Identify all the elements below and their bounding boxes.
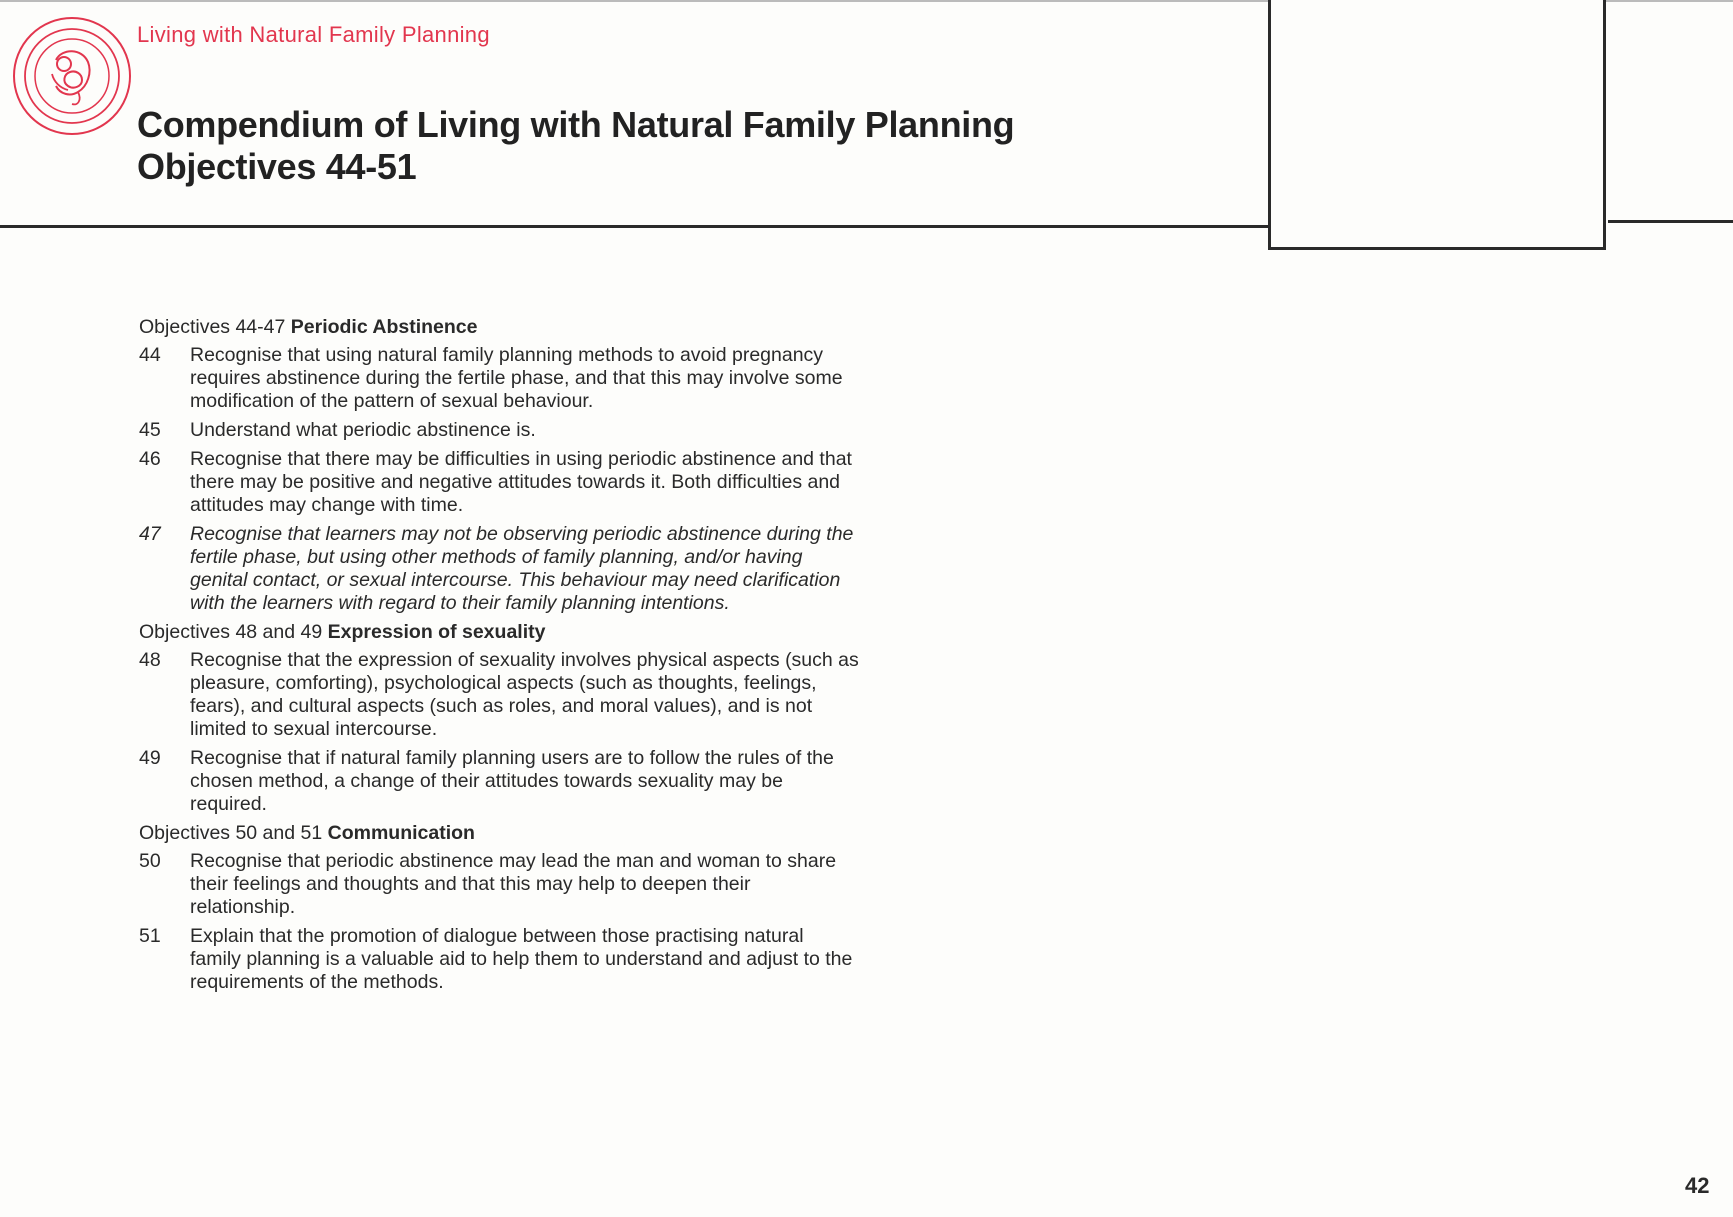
section-heading — [139, 316, 859, 339]
objective-number: 45 — [139, 419, 161, 441]
objective-item — [139, 850, 859, 919]
objective-text: Recognise that if natural family planning users are to follow the rules of the chosen method, a change of their attitudes towards sexuality may be required. — [190, 747, 834, 815]
header-rule-right — [1608, 220, 1733, 223]
series-title: Living with Natural Family Planning — [137, 22, 490, 47]
objective-item — [139, 649, 859, 741]
header-rule-left — [0, 225, 1270, 228]
page-title-line-1: Compendium of Living with Natural Family Planning — [137, 104, 1015, 145]
section-prefix: Objectives 50 and 51 — [139, 822, 323, 844]
section-title: Communication — [327, 822, 475, 844]
header-tab-box — [1268, 0, 1606, 250]
objective-item — [139, 448, 859, 517]
section-prefix: Objectives 44-47 — [139, 316, 286, 338]
page-number: 42 — [1685, 1173, 1710, 1198]
page-title-line-2: Objectives 44-51 — [137, 146, 417, 187]
mother-and-baby-emblem-icon — [12, 16, 132, 136]
objective-item — [139, 925, 859, 994]
section-title: Expression of sexuality — [327, 621, 546, 643]
page-title — [137, 104, 1014, 188]
objective-number: 46 — [139, 448, 161, 470]
section-heading — [139, 621, 859, 644]
objective-item — [139, 523, 859, 615]
section-periodic-abstinence — [139, 316, 859, 615]
objective-item — [139, 344, 859, 413]
objective-number: 50 — [139, 850, 161, 872]
objective-text: Recognise that the expression of sexuality involves physical aspects (such as pleasure, comforting), psychological aspects (such as thoughts, feelings, fears), and cultural aspects (such as roles, and moral values), and is not limited to sexual intercourse. — [190, 649, 859, 740]
objective-number: 49 — [139, 747, 161, 769]
objective-text: Understand what periodic abstinence is. — [190, 419, 536, 441]
section-expression-of-sexuality — [139, 621, 859, 816]
objective-number: 51 — [139, 925, 161, 947]
objective-text: Recognise that there may be difficulties in using periodic abstinence and that there may be positive and negative attitudes towards it. Both difficulties and attitudes may change with time. — [190, 448, 852, 516]
objective-text: Explain that the promotion of dialogue between those practising natural family planning is a valuable aid to help them to understand and adjust to the requirements of the methods. — [190, 925, 853, 993]
objective-number: 44 — [139, 344, 161, 366]
objective-number: 48 — [139, 649, 161, 671]
objective-item — [139, 419, 859, 442]
objective-text: Recognise that using natural family planning methods to avoid pregnancy requires abstinence during the fertile phase, and that this may involve some modification of the pattern of sexual behaviour. — [190, 344, 843, 412]
objective-item — [139, 747, 859, 816]
objective-text: Recognise that learners may not be observing periodic abstinence during the fertile phase, but using other methods of family planning, and/or having genital contact, or sexual intercourse. This behaviour may need clarification with the learners with regard to their family planning intentions. — [190, 523, 854, 614]
objective-text: Recognise that periodic abstinence may lead the man and woman to share their feelings and thoughts and that this may help to deepen their relationship. — [190, 850, 837, 918]
section-communication — [139, 822, 859, 994]
section-heading — [139, 822, 859, 845]
section-title: Periodic Abstinence — [290, 316, 478, 338]
objective-number: 47 — [139, 523, 161, 545]
objectives-list — [139, 316, 859, 1000]
section-prefix: Objectives 48 and 49 — [139, 621, 323, 643]
